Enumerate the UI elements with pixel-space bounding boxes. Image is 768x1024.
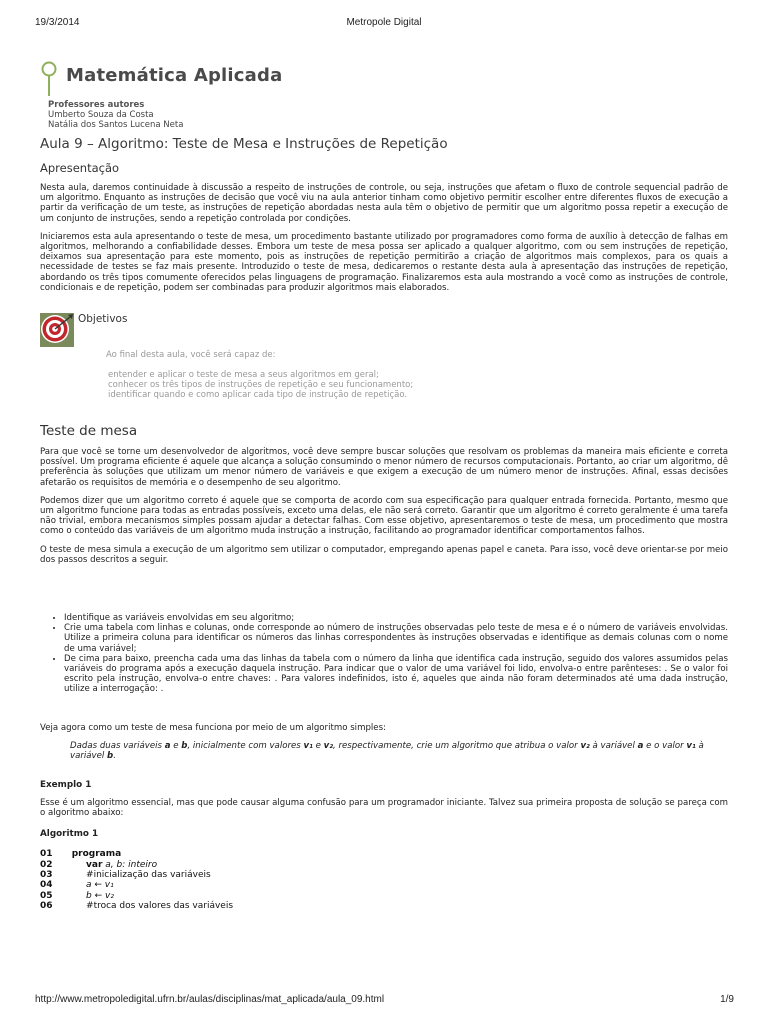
print-header	[0, 17, 768, 31]
example-heading: Exemplo 1	[40, 779, 92, 790]
author-name: Umberto Souza da Costa	[48, 110, 154, 120]
objective-item: identificar quando e como aplicar cada tipo de instrução de repetição.	[108, 390, 408, 401]
step-item: • Crie uma tabela com linhas e colunas, onde corresponde ao número de instruções observadas pelo teste de mesa e é o número de variáveis envolvidas. Utilize a primeira coluna para identificar os números das linhas correspondentes às instruções observadas e identifique as demais colunas com o nome de uma variável;	[64, 623, 728, 654]
objectives-heading: Objetivos	[78, 313, 128, 326]
algorithm-title: Algoritmo 1	[40, 829, 99, 840]
code-line: 04 a ← v₁	[40, 880, 114, 891]
code-line: 05 b ← v₂	[40, 890, 114, 901]
desk-test-paragraph: Podemos dizer que um algoritmo correto é aquele que se comporta de acordo com sua especificação para qualquer entrada fornecida. Portanto, mesmo que um algoritmo funcione para todas as entradas possíveis, exceto uma delas, ele não será correto. Garantir que um algoritmo é correto geralmente é uma tarefa não trivial, embora mecanismos simples possam ajudar a detectar falhas. Com esse objetivo, apresentaremos o teste de mesa, um procedimento que mostra como o conteúdo das variáveis de um algoritmo muda instrução a instrução, facilitando ao programador identificar comportamentos falhos.	[40, 495, 728, 537]
desk-test-paragraph: Para que você se torne um desenvolvedor de algoritmos, você deve sempre buscar soluções que resolvam os problemas da maneira mais eficiente e correta possível. Um programa eficiente é aquele que alcança a solução consumindo o menor número de recursos computacionais. Portanto, ao criar um algoritmo, dê preferência às soluções que utilizam um menor número de variáveis e que exigem a execução de um número menor de instruções. Afinal, essas decisões afetarão os requisitos de memória e o desempenho de seu algoritmo.	[40, 447, 728, 488]
objectives-box	[40, 305, 728, 423]
presentation-heading: Apresentação	[40, 161, 120, 175]
step-item: • De cima para baixo, preencha cada uma das linhas da tabela com o número da linha que identifica cada instrução, seguido dos valores assumidos pelas variáveis do programa após a execução daquela instrução. Para indicar que o valor de uma variável foi lido, envolva-o entre parênteses: . Se o valor foi escrito pela instrução, envolva-o entre chaves: . Para valores indefinidos, isto é, aqueles que ainda não foram determinados até uma dada instrução, utilize a interrogação: .	[64, 654, 728, 695]
desk-test-heading: Teste de mesa	[40, 423, 138, 440]
print-url[interactable]: http://www.metropoledigital.ufrn.br/aulas/disciplinas/mat_aplicada/aula_09.html	[35, 994, 385, 1005]
author-name: Natália dos Santos Lucena Neta	[48, 120, 184, 130]
authors-block	[48, 100, 728, 130]
objective-item: entender e aplicar o teste de mesa a seus algoritmos em geral;	[108, 370, 379, 381]
objectives-list	[108, 370, 413, 400]
code-line: 06 #troca dos valores das variáveis	[40, 901, 234, 912]
algorithm-code	[40, 849, 728, 911]
course-brand	[40, 58, 728, 98]
objectives-intro: Ao final desta aula, você será capaz de:	[106, 350, 276, 361]
step-item: • Identifique as variáveis envolvidas em seu algoritmo;	[64, 613, 728, 623]
lesson-title: Aula 9 – Algoritmo: Teste de Mesa e Instruções de Repetição	[40, 136, 448, 152]
problem-statement: Dadas duas variáveis a e b, inicialmente com valores v₁ e v₂, respectivamente, crie um algoritmo que atribua o valor v₂ à variável a e o valor v₁ à variável b.	[70, 740, 704, 762]
desk-test-steps	[64, 613, 728, 695]
page-content	[40, 58, 728, 990]
presentation-paragraph: Iniciaremos esta aula apresentando o teste de mesa, um procedimento bastante utilizado por programadores como forma de auxílio à detecção de falhas em algoritmos, melhorando a confiabilidade desses. Embora um teste de mesa possa ser aplicado a qualquer algoritmo, com ou sem instruções de repetição, deixamos sua apresentação para este momento, pois as instruções de repetição permitirão a criação de algoritmos mais complexos, para os quais a necessidade de testes se faz mais presente. Introduzido o teste de mesa, dedicaremos o restante desta aula à apresentação das instruções de repetição, abordando os três tipos comumente oferecidos pelas linguagens de programação. Finalizaremos esta aula mostrando a você como as instruções de controle, condicionais e de repetição, podem ser combinadas para produzir algoritmos mais elaborados.	[40, 231, 728, 293]
page-number: 1/9	[720, 994, 734, 1005]
objective-item: conhecer os três tipos de instruções de repetição e seu funcionamento;	[108, 380, 414, 391]
authors-heading: Professores autores	[48, 100, 145, 110]
code-line: 02 var a, b: inteiro	[40, 859, 158, 870]
desk-test-paragraph: O teste de mesa simula a execução de um algoritmo sem utilizar o computador, empregando apenas papel e caneta. Para isso, você deve orientar-se por meio dos passos descritos a seguir.	[40, 544, 728, 565]
example-lead: Veja agora como um teste de mesa funciona por meio de um algoritmo simples:	[40, 722, 386, 733]
print-footer	[0, 994, 768, 1008]
key-logo-icon	[40, 61, 58, 97]
print-title: Metropole Digital	[346, 17, 422, 28]
course-title: Matemática Aplicada	[66, 65, 283, 86]
target-icon	[40, 313, 74, 347]
code-line: 01 programa	[40, 849, 122, 860]
print-date: 19/3/2014	[35, 17, 80, 28]
code-line: 03 #inicialização das variáveis	[40, 869, 211, 880]
example-text: Esse é um algoritmo essencial, mas que pode causar alguma confusão para um programador iniciante. Talvez sua primeira proposta de solução se pareça com o algoritmo abaixo:	[40, 797, 728, 818]
presentation-paragraph: Nesta aula, daremos continuidade à discussão a respeito de instruções de controle, ou seja, instruções que afetam o fluxo de controle sequencial padrão de um algoritmo. Enquanto as instruções de decisão que você viu na aula anterior tinham como objetivo permitir escolher entre diferentes fluxos de execução a partir da verificação de um teste, as instruções de repetição abordadas nesta aula têm o objetivo de permitir que um algoritmo possa repetir a execução de um conjunto de instruções, sendo a repetição controlada por condições.	[40, 183, 728, 224]
